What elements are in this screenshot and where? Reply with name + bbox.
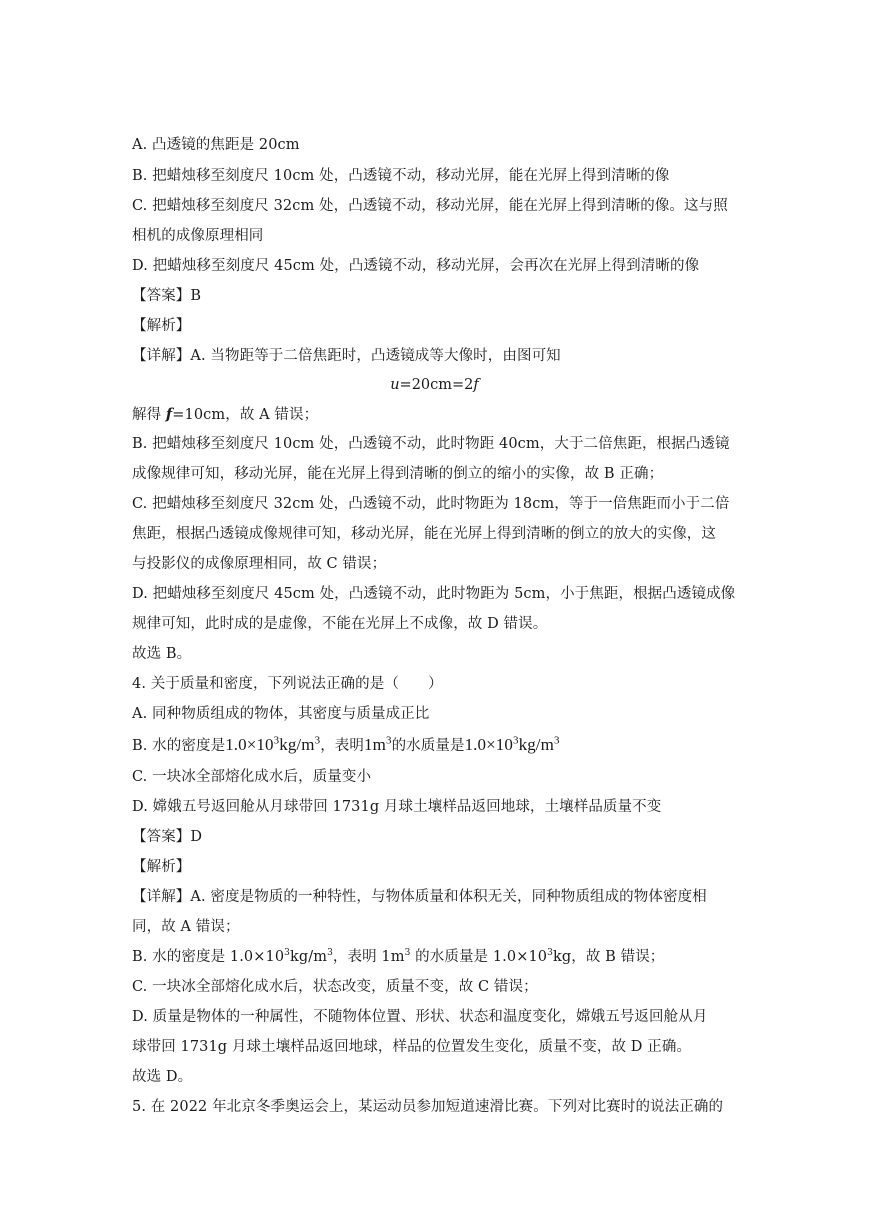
q4-detail-a-line2: 同，故 A 错误； xyxy=(132,919,240,935)
q4-option-b-mid2: 的水质量是 xyxy=(391,738,465,754)
q3-formula xyxy=(0,375,869,395)
q4-detail-c: C. 一块冰全部熔化成水后，状态改变，质量不变，故 C 错误； xyxy=(132,979,538,995)
q3-analysis-heading: 【解析】 xyxy=(132,318,191,334)
detail-b-exp1: 3 xyxy=(284,948,290,959)
detail-b-mid: ，表明 1m xyxy=(332,949,405,965)
q4-option-d: D. 嫦娥五号返回舱从月球带回 1731g 月球土壤样品返回地球，土壤样品质量不变 xyxy=(132,799,662,815)
q3-detail-c-line3: 与投影仪的成像原理相同，故 C 错误； xyxy=(132,556,387,572)
q4-detail-a-line1: 【详解】A. 密度是物质的一种特性，与物体质量和体积无关，同种物质组成的物体密度相 xyxy=(132,889,707,905)
q4-choose: 故选 D。 xyxy=(132,1069,193,1085)
q3-option-d: D. 把蜡烛移至刻度尺 45cm 处，凸透镜不动，移动光屏，会再次在光屏上得到清晰的像 xyxy=(132,258,700,274)
detail-b-exp2: 3 xyxy=(547,948,553,959)
q3-option-a: A. 凸透镜的焦距是 20cm xyxy=(132,137,300,153)
q3-solve-line xyxy=(132,405,318,425)
q4-detail-d-line1: D. 质量是物体的一种属性，不随物体位置、形状、状态和温度变化，嫦娥五号返回舱从月 xyxy=(132,1009,708,1025)
solve-suffix: =10cm，故 A 错误； xyxy=(172,407,319,423)
q4-answer: 【答案】D xyxy=(132,829,203,845)
formula-u: u xyxy=(390,377,400,393)
detail-b-vol-exp: 3 xyxy=(404,948,411,959)
density-exp: 3 xyxy=(273,734,280,747)
q3-detail-d-line2: 规律可知，此时成的是虚像，不能在光屏上不成像，故 D 错误。 xyxy=(132,616,548,632)
formula-f: f xyxy=(473,377,479,393)
q4-option-b-volume xyxy=(364,735,392,754)
volume-exp: 3 xyxy=(385,734,392,747)
solve-prefix: 解得 xyxy=(132,407,166,423)
detail-b-prefix: B. 水的密度是 1.0×10 xyxy=(132,949,285,965)
detail-b-unit-exp: 3 xyxy=(327,948,333,959)
density-value: 1.0×10 xyxy=(225,735,274,754)
q3-detail-c-line1: C. 把蜡烛移至刻度尺 32cm 处，凸透镜不动，此时物距为 18cm，等于一倍焦距而小于二倍 xyxy=(132,496,730,512)
q4-option-b-mid: ，表明 xyxy=(320,738,365,754)
q5-stem: 5. 在 2022 年北京冬季奥运会上，某运动员参加短道速滑比赛。下列对比赛时的说法正确的 xyxy=(132,1099,724,1115)
volume-value: 1m xyxy=(364,735,386,754)
q4-detail-d-line2: 球带回 1731g 月球土壤样品返回地球，样品的位置发生变化，质量不变，故 D 正确。 xyxy=(132,1039,692,1055)
detail-b-mid2: 的水质量是 1.0×10 xyxy=(410,949,548,965)
q3-answer: 【答案】B xyxy=(132,288,202,304)
mass-value: 1.0×10 xyxy=(464,735,513,754)
q3-option-c-line1: C. 把蜡烛移至刻度尺 32cm 处，凸透镜不动，移动光屏，能在光屏上得到清晰的像。这与照 xyxy=(132,198,728,214)
q4-option-a: A. 同种物质组成的物体，其密度与质量成正比 xyxy=(132,706,430,722)
q3-detail-d-line1: D. 把蜡烛移至刻度尺 45cm 处，凸透镜不动，此时物距为 5cm，小于焦距，根据凸透镜成像 xyxy=(132,586,736,602)
q3-detail-b-line2: 成像规律可知，移动光屏，能在光屏上得到清晰的倒立的缩小的实像，故 B 正确； xyxy=(132,466,664,482)
solve-f: f xyxy=(165,406,173,423)
q3-option-b: B. 把蜡烛移至刻度尺 10cm 处，凸透镜不动，移动光屏，能在光屏上得到清晰的像 xyxy=(132,168,670,184)
q3-option-c-line2: 相机的成像原理相同 xyxy=(132,228,264,244)
density-unit: kg/m xyxy=(279,735,315,754)
mass-unit: kg/m xyxy=(518,735,554,754)
q4-option-b-prefix: B. 水的密度是 xyxy=(132,738,226,754)
q4-option-c: C. 一块冰全部熔化成水后，质量变小 xyxy=(132,769,372,785)
mass-unit-exp: 3 xyxy=(553,734,560,747)
formula-rest: =20cm=2 xyxy=(399,377,474,393)
density-unit-exp: 3 xyxy=(314,734,321,747)
q4-detail-b xyxy=(132,947,664,967)
q4-option-b-density xyxy=(225,735,320,754)
q4-analysis-heading: 【解析】 xyxy=(132,859,191,875)
q4-option-b-mass xyxy=(465,735,560,754)
q3-detail-b-line1: B. 把蜡烛移至刻度尺 10cm 处，凸透镜不动，此时物距 40cm，大于二倍焦距，根据凸透镜 xyxy=(132,436,730,452)
q3-detail-a: 【详解】A. 当物距等于二倍焦距时，凸透镜成等大像时，由图可知 xyxy=(132,348,561,364)
mass-exp: 3 xyxy=(513,734,519,747)
q3-choose: 故选 B。 xyxy=(132,646,192,662)
q4-option-b xyxy=(132,735,560,756)
q4-stem: 4. 关于质量和密度，下列说法正确的是（ ） xyxy=(132,676,443,692)
detail-b-suffix: kg，故 B 错误； xyxy=(552,949,665,965)
q3-detail-c-line2: 焦距，根据凸透镜成像规律可知，移动光屏，能在光屏上得到清晰的倒立的放大的实像，这 xyxy=(132,526,716,542)
detail-b-unit: kg/m xyxy=(289,949,328,965)
